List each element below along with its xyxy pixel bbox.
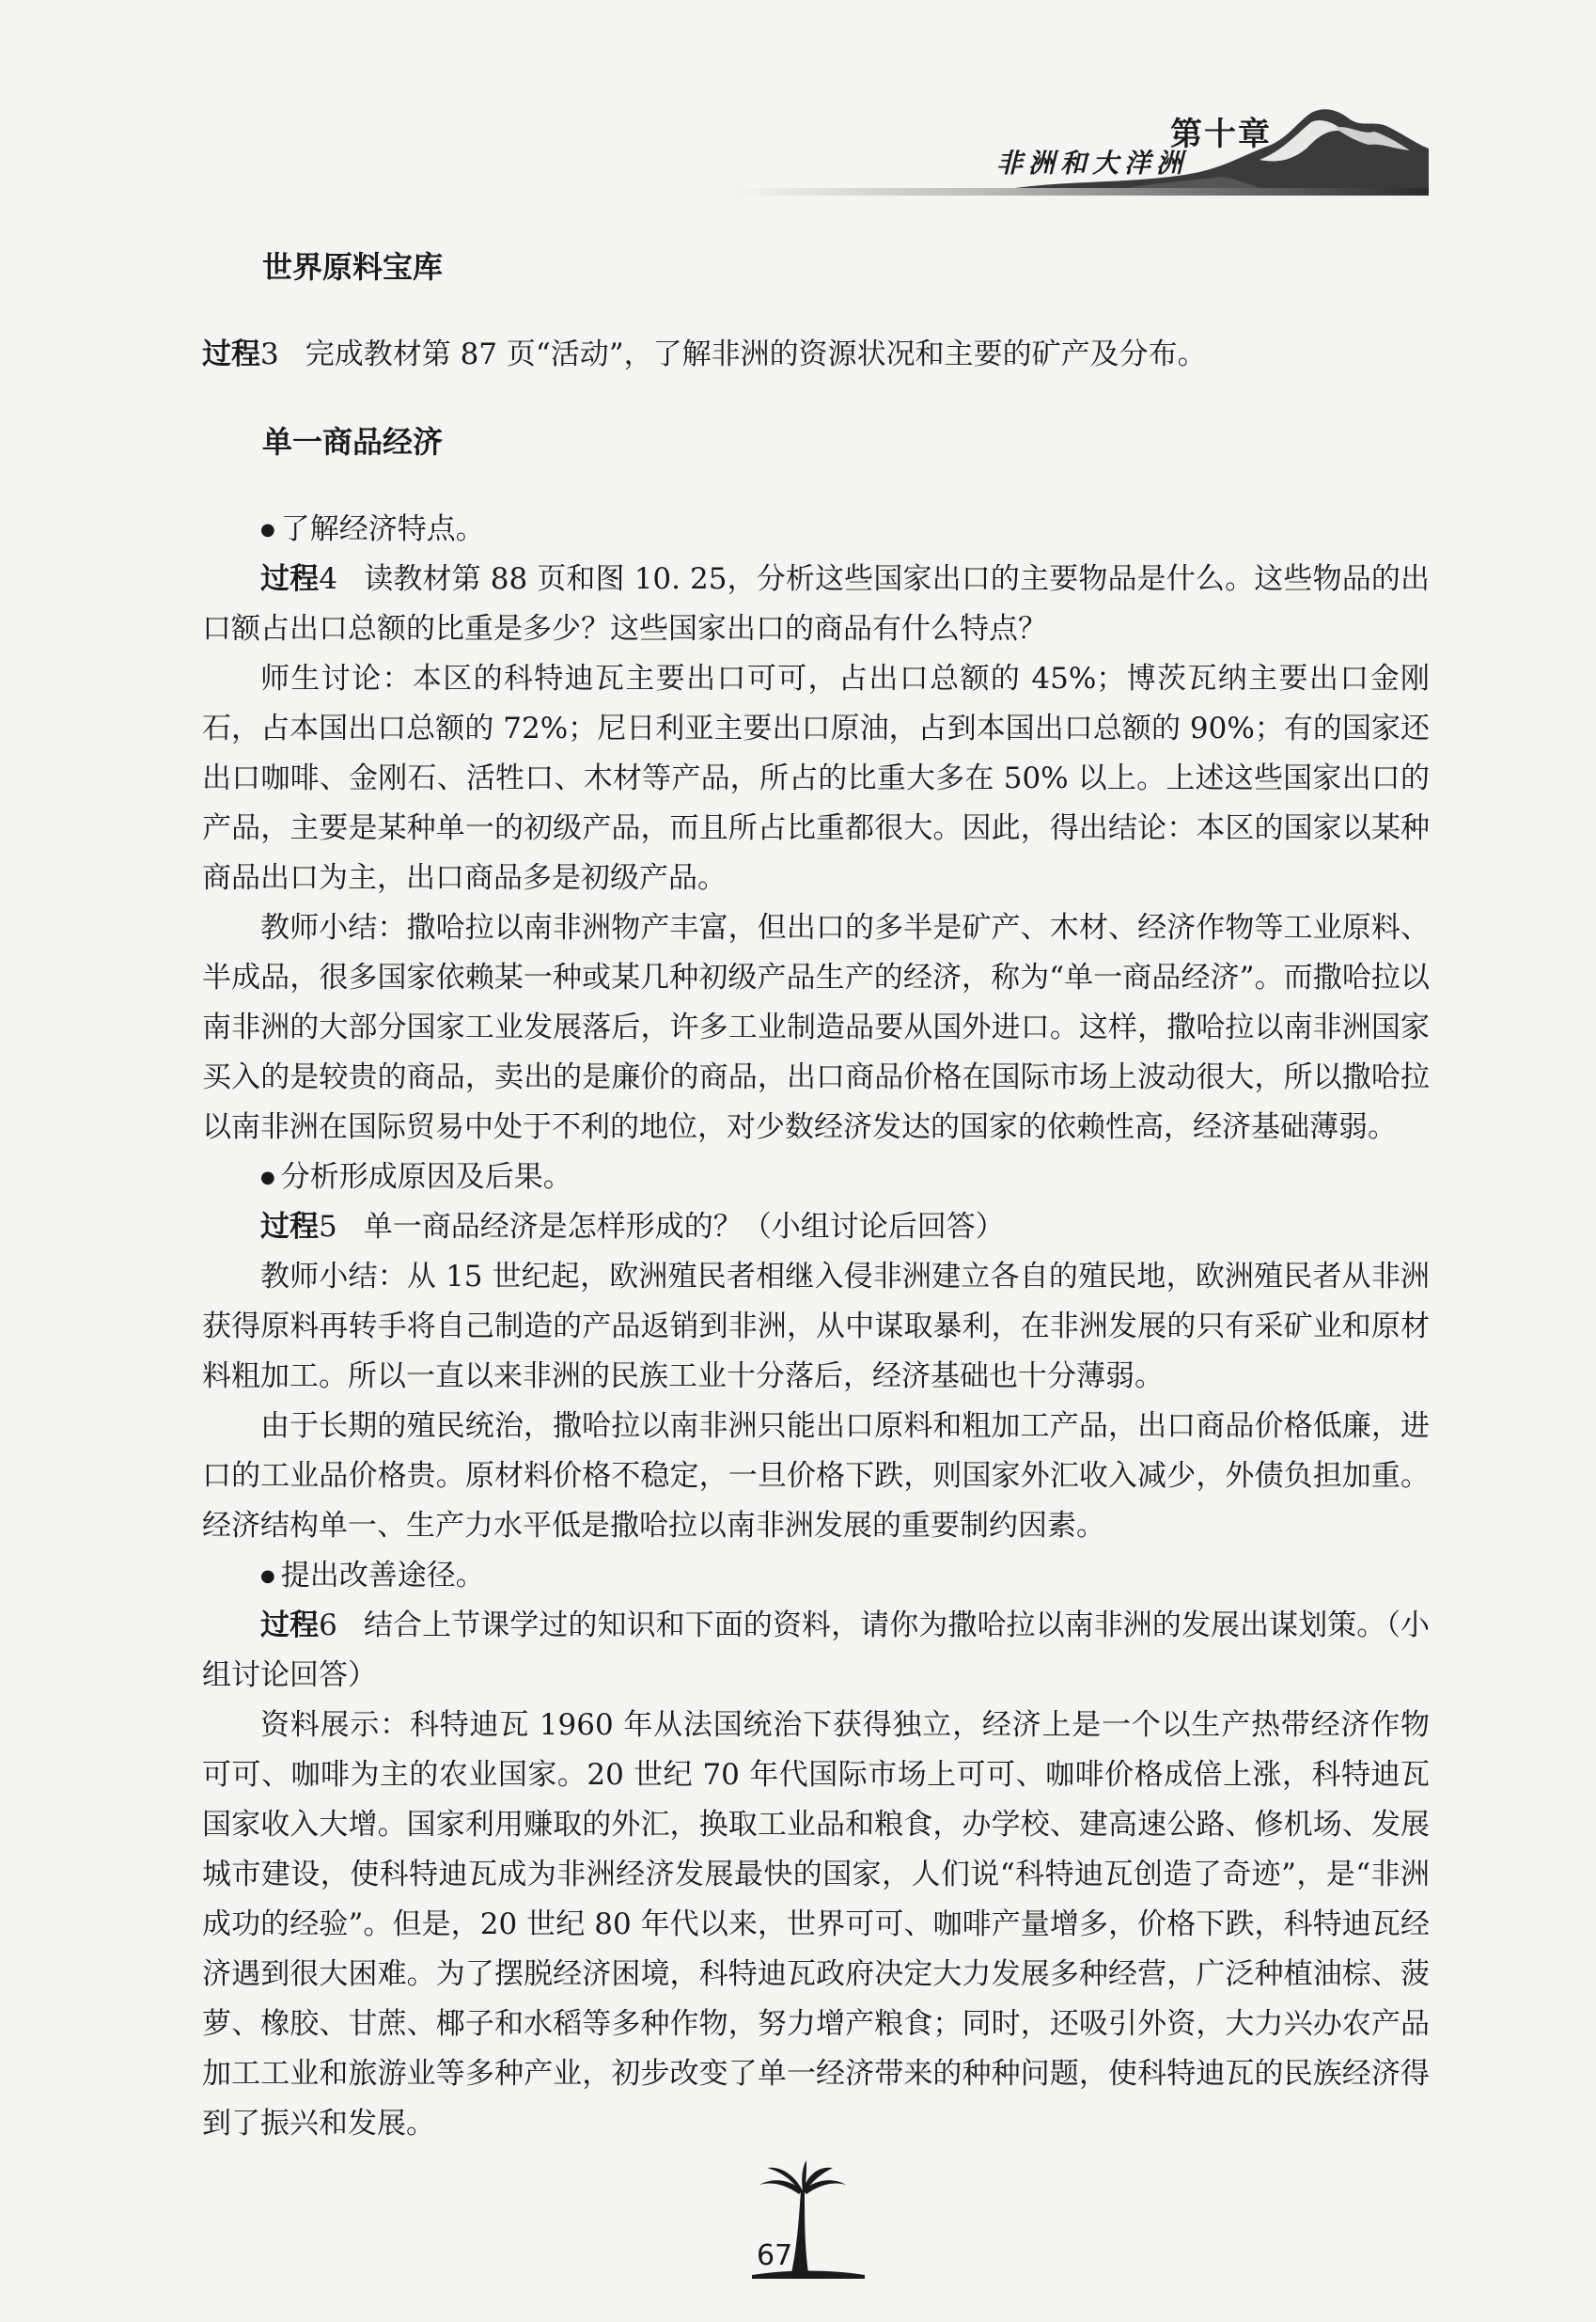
process-text: 单一商品经济是怎样形成的？（小组讨论后回答） bbox=[363, 1210, 1005, 1244]
process-number: 5 bbox=[319, 1210, 337, 1244]
process-4 bbox=[202, 555, 1430, 654]
paragraph-discussion: 师生讨论：本区的科特迪瓦主要出口可可，占出口总额的 45%；博茨瓦纳主要出口金刚石，占本国出口总额的 72%；尼日利亚主要出口原油，占到本国出口总额的 90%；有的国家还出口咖啡、金刚石、活牲口、木材等产品，所占的比重大多在 50% 以上。上述这些国家出口的产品，主要是某种单一的初级产品，而且所占比重都很大。因此，得出结论：本区的国家以某种商品出口为主，出口商品多是初级产品。 bbox=[202, 662, 1430, 895]
section-title-single-economy: 单一商品经济 bbox=[262, 424, 444, 460]
page-number: 67 bbox=[757, 2239, 793, 2272]
process-number: 4 bbox=[319, 562, 338, 596]
process-text: 读教材第 88 页和图 10. 25，分析这些国家出口的主要物品是什么。这些物品的出口额占出口总额的比重是多少？这些国家出口的商品有什么特点？ bbox=[202, 562, 1431, 646]
process-6 bbox=[202, 1601, 1430, 1701]
paragraph-teacher-summary: 教师小结：撒哈拉以南非洲物产丰富，但出口的多半是矿产、木材、经济作物等工业原料、半成品，很多国家依赖某一种或某几种初级产品生产的经济，称为“单一商品经济”。而撒哈拉以南非洲的大部分国家工业发展落后，许多工业制造品要从国外进口。这样，撒哈拉以南非洲国家买入的是较贵的商品，卖出的是廉价的商品，出口商品价格在国际市场上波动很大，所以撒哈拉以南非洲在国际贸易中处于不利的地位，对少数经济发达的国家的依赖性高，经济基础薄弱。 bbox=[202, 911, 1430, 1144]
bullet-item: ● 提出改善途径。 bbox=[202, 1551, 1430, 1601]
page-content bbox=[202, 243, 1430, 2149]
process-label: 过程 bbox=[202, 337, 260, 371]
process-3 bbox=[202, 330, 1430, 380]
process-text: 结合上节课学过的知识和下面的资料，请你为撒哈拉以南非洲的发展出谋划策。（小组讨论回答） bbox=[202, 1608, 1431, 1692]
bullet-item: ● 了解经济特点。 bbox=[202, 505, 1430, 555]
chapter-title: 非洲和大洋洲 bbox=[996, 148, 1189, 179]
process-number: 6 bbox=[319, 1608, 337, 1642]
process-number: 3 bbox=[260, 337, 279, 371]
process-5 bbox=[202, 1202, 1430, 1252]
process-label: 过程 bbox=[260, 1608, 320, 1642]
paragraph-material: 资料展示：科特迪瓦 1960 年从法国统治下获得独立，经济上是一个以生产热带经济作物可可、咖啡为主的农业国家。20 世纪 70 年代国际市场上可可、咖啡价格成倍上涨，科特迪瓦国家收入大增。国家利用赚取的外汇，换取工业品和粮食，办学校、建高速公路、修机场、发展城市建设，使科特迪瓦成为非洲经济发展最快的国家，人们说“科特迪瓦创造了奇迹”，是“非洲成功的经验”。但是，20 世纪 80 年代以来，世界可可、咖啡产量增多，价格下跌，科特迪瓦经济遇到很大困难。为了摆脱经济困境，科特迪瓦政府决定大力发展多种经营，广泛种植油棕、菠萝、橡胶、甘蔗、椰子和水稻等多种作物，努力增产粮食；同时，还吸引外资，大力兴办农产品加工工业和旅游业等多种产业，初步改变了单一经济带来的种种问题，使科特迪瓦的民族经济得到了振兴和发展。 bbox=[202, 1708, 1430, 2141]
palm-tree-icon bbox=[714, 2153, 884, 2284]
process-text: 完成教材第 87 页“活动”，了解非洲的资源状况和主要的矿产及分布。 bbox=[305, 337, 1207, 371]
bullet-item: ● 分析形成原因及后果。 bbox=[202, 1153, 1430, 1202]
paragraph-colonial: 由于长期的殖民统治，撒哈拉以南非洲只能出口原料和粗加工产品，出口商品价格低廉，进口的工业品价格贵。原材料价格不稳定，一旦价格下跌，则国家外汇收入减少，外债负担加重。经济结构单一、生产力水平低是撒哈拉以南非洲发展的重要制约因素。 bbox=[202, 1409, 1430, 1543]
paragraph-teacher-summary: 教师小结：从 15 世纪起，欧洲殖民者相继入侵非洲建立各自的殖民地，欧洲殖民者从非洲获得原料再转手将自己制造的产品返销到非洲，从中谋取暴利，在非洲发展的只有采矿业和原材料粗加工。所以一直以来非洲的民族工业十分落后，经济基础也十分薄弱。 bbox=[202, 1260, 1430, 1393]
process-label: 过程 bbox=[260, 562, 320, 596]
section-title-raw-materials: 世界原料宝库 bbox=[262, 249, 444, 285]
process-label: 过程 bbox=[260, 1210, 319, 1244]
chapter-number: 第十章 bbox=[1170, 116, 1272, 153]
